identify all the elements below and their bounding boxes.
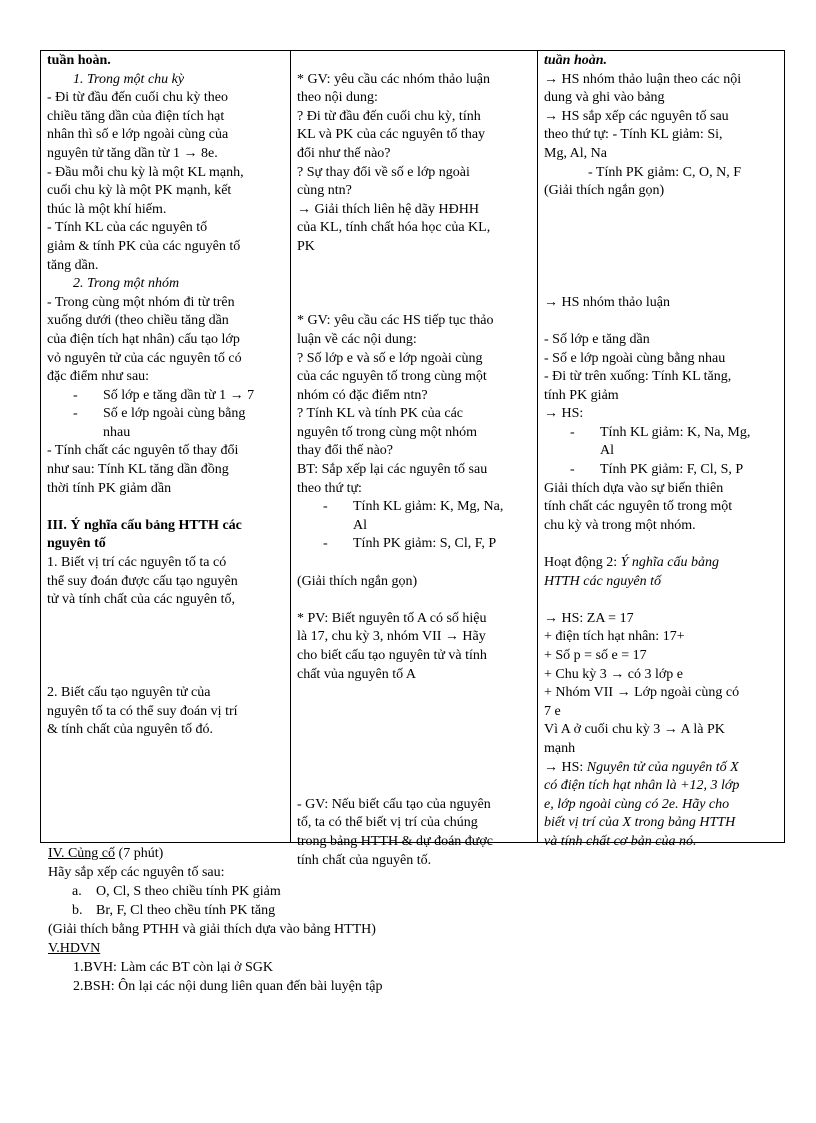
text-line: cùng ntn? [297, 183, 352, 199]
text-line: và tính chất cơ bản của nó. [544, 833, 697, 849]
text-line: nguyên tố ta có thể suy đoán vị trí [47, 703, 238, 719]
text-line: nguyên tố trong cùng một nhóm [297, 424, 478, 440]
student-column [538, 51, 786, 849]
text-line: là 17, chu kỳ 3, nhóm VII → Hãy [297, 629, 486, 645]
text-line: ? Tính KL và tính PK của các [297, 406, 464, 422]
text-line: của điện tích hạt nhân) cấu tạo lớp [47, 331, 240, 347]
section-heading [48, 844, 788, 863]
text-line: - Đi từ đầu đến cuối chu kỳ theo [47, 90, 228, 106]
text-line: nhóm có đặc điểm ntn? [297, 387, 428, 403]
text-line: mạnh [544, 740, 576, 756]
text-line: biết vị trí của X trong bảng HTTH [544, 815, 736, 831]
text-line: (Giải thích bằng PTHH và giải thích dựa vào bảng HTTH) [48, 922, 376, 937]
section-title: IV. Củng cố [48, 846, 116, 861]
text-line: của các nguyên tố trong cùng một [297, 369, 487, 385]
text-line: (Giải thích ngắn gọn) [544, 183, 665, 199]
activity-title: Ý nghĩa cấu bảng [620, 555, 719, 571]
text-line: ? Đi từ đầu đến cuối chu kỳ, tính [297, 108, 481, 124]
text-line: - Tính chất các nguyên tố thay đổi [47, 443, 239, 459]
text-line: tuần hoàn. [544, 53, 608, 68]
text-line: - Trong cùng một nhóm đi từ trên [47, 294, 235, 310]
text-line: tính chất các nguyên tố trong một [544, 499, 733, 515]
dash-bullet: - [570, 462, 575, 478]
text-line: → HS: ZA = 17 [544, 610, 634, 626]
text-line: 2. Biết cấu tạo nguyên tử của [47, 685, 211, 701]
list-item [48, 901, 788, 920]
text-line: Vì A ở cuối chu kỳ 3 → A là PK [544, 722, 725, 738]
text-line: nhân thì số e lớp ngoài cùng của [47, 127, 229, 143]
text-line: Giải thích dựa vào sự biến thiên [544, 480, 724, 496]
text-line: BT: Sắp xếp lại các nguyên tố sau [297, 462, 488, 478]
bullet-text: Tính KL giảm: K, Na, Mg, [600, 424, 751, 440]
text-line: của KL, tính chất hóa học của KL, [297, 220, 491, 236]
text-line: → Giải thích liên hệ dãy HĐHH [297, 201, 479, 217]
section-heading: III. Ý nghĩa cấu bảng HTTH các [47, 517, 242, 533]
bullet-line [544, 461, 780, 480]
text-line: → HS nhóm thảo luận [544, 294, 670, 310]
dash-bullet: - [73, 387, 78, 403]
text-line: cho biết cấu tạo nguyên tử và tính [297, 648, 487, 663]
text-line: tính chất của nguyên tố. [297, 852, 432, 868]
text-line: nguyên tử tăng dần từ 1 → 8e. [47, 145, 218, 161]
text-line: thời tính PK giảm dần [47, 480, 172, 496]
text-line: → HS: [544, 406, 584, 422]
text-line: chất vủa nguyên tố A [297, 666, 416, 682]
text-line: theo thứ tự: [297, 480, 362, 496]
list-item [48, 882, 788, 901]
question-text: Nguyên tử của nguyên tố X [586, 759, 739, 775]
teacher-column [291, 51, 537, 868]
text-line: Al [600, 443, 614, 459]
list-marker: a. [72, 884, 82, 899]
text-line: Mg, Al, Na [544, 145, 607, 161]
text-line: 1.BVH: Làm các BT còn lại ở SGK [73, 960, 273, 975]
text-line: thể suy đoán được cấu tạo nguyên [47, 573, 238, 589]
text-line: tăng dần. [47, 257, 99, 273]
text-line: thúc là một khí hiếm. [47, 201, 167, 217]
text-line: 2.BSH: Ôn lại các nội dung liên quan đến bài luyện tập [73, 979, 383, 994]
content-column [41, 51, 290, 842]
text-line: - Đi từ trên xuống: Tính KL tăng, [544, 369, 732, 385]
text-line: chu kỳ và trong một nhóm. [544, 517, 696, 533]
text-line: theo nội dung: [297, 90, 378, 106]
text-line: tố, ta có thể biết vị trí của chúng [297, 815, 478, 831]
text-line: tính PK giảm [544, 387, 619, 403]
text-line: Al [353, 517, 367, 533]
text-line: → HS nhóm thảo luận theo các nội [544, 71, 742, 87]
bullet-line [297, 498, 532, 517]
bullet-line [47, 405, 285, 424]
activity-label: Hoạt động 2: [544, 555, 621, 571]
text-line: KL và PK của các nguyên tố thay [297, 127, 486, 143]
bullet-text: Số lớp e tăng dần từ 1 → 7 [103, 387, 255, 403]
text-line: HTTH các nguyên tố [544, 573, 662, 589]
text-line: - Đầu mỗi chu kỳ là một KL mạnh, [47, 164, 244, 180]
bullet-line [297, 535, 532, 554]
text-line: + Nhóm VII → Lớp ngoài cùng có [544, 685, 740, 701]
text-line: * PV: Biết nguyên tố A có số hiệu [297, 610, 487, 626]
text-line: xuống dưới (theo chiều tăng dần [47, 313, 229, 329]
list-text: O, Cl, S theo chiều tính PK giảm [96, 884, 281, 899]
text-line: 7 e [544, 703, 561, 719]
text-line: giảm & tính PK của các nguyên tố [47, 238, 241, 254]
text-line: Hãy sắp xếp các nguyên tố sau: [48, 865, 225, 880]
list-marker: b. [72, 903, 83, 918]
subheading: 1. Trong một chu kỳ [73, 71, 185, 87]
text-line: ? Sự thay đổi về số e lớp ngoài [297, 164, 470, 180]
bullet-text: Số e lớp ngoài cùng bằng [103, 406, 246, 422]
text-line: trong bảng HTTH & dự đoán được [297, 833, 493, 849]
text-line: nhau [103, 424, 131, 440]
text-line: tuần hoàn. [47, 53, 111, 68]
text-line: như sau: Tính KL tăng dần đồng [47, 462, 229, 478]
text-line: cuối chu kỳ là một PK mạnh, kết [47, 183, 232, 199]
bullet-line [47, 387, 285, 406]
text-line [544, 759, 780, 778]
text-line: có điện tích hạt nhân là +12, 3 lớp [544, 778, 740, 794]
text-line: e, lớp ngoài cùng có 2e. Hãy cho [544, 796, 730, 812]
text-line: thay đổi thế nào? [297, 443, 394, 459]
text-line: đổi như thế nào? [297, 145, 391, 161]
student-label: → HS: [544, 759, 587, 775]
text-line: PK [297, 238, 315, 254]
text-line: luận về các nội dung: [297, 331, 417, 347]
text-line: - GV: Nếu biết cấu tạo của nguyên [297, 796, 491, 812]
text-line: (Giải thích ngắn gọn) [297, 573, 418, 589]
bullet-text: Tính KL giảm: K, Mg, Na, [353, 499, 504, 515]
text-line: + Số p = số e = 17 [544, 648, 647, 663]
text-line: tử và tính chất của các nguyên tố, [47, 592, 235, 608]
text-line: ? Số lớp e và số e lớp ngoài cùng [297, 350, 483, 366]
bullet-text: Tính PK giảm: S, Cl, F, P [353, 536, 497, 552]
section-title: V.HDVN [48, 941, 101, 956]
text-line: * GV: yêu cầu các HS tiếp tục thảo [297, 313, 494, 329]
text-line: + Chu kỳ 3 → có 3 lớp e [544, 666, 683, 682]
text-line: - Số lớp e tăng dần [544, 331, 650, 347]
text-line: đặc điểm như sau: [47, 369, 150, 385]
text-line: dung và ghi vào bảng [544, 90, 665, 106]
text-line: * GV: yêu cầu các nhóm thảo luận [297, 71, 490, 87]
text-line: chiều tăng dần của điện tích hạt [47, 108, 225, 124]
dash-bullet: - [570, 424, 575, 440]
subheading: 2. Trong một nhóm [73, 276, 180, 292]
dash-bullet: - [323, 536, 328, 552]
duration: (7 phút) [115, 846, 164, 861]
dash-bullet: - [73, 406, 78, 422]
section-heading: nguyên tố [47, 536, 106, 552]
bullet-line [544, 424, 780, 443]
dash-bullet: - [323, 499, 328, 515]
text-line: → HS sắp xếp các nguyên tố sau [544, 108, 729, 124]
text-line: theo thứ tự: - Tính KL giảm: Si, [544, 127, 723, 143]
bullet-text: Tính PK giảm: F, Cl, S, P [600, 462, 744, 478]
activity-heading [544, 554, 780, 573]
text-line: + điện tích hạt nhân: 17+ [544, 629, 685, 645]
text-line: - Số e lớp ngoài cùng bằng nhau [544, 350, 726, 366]
text-line: - Tính PK giảm: C, O, N, F [588, 164, 741, 180]
consolidation-section [48, 844, 788, 996]
text-line: vỏ nguyên tử của các nguyên tố có [47, 350, 242, 366]
text-line: - Tính KL của các nguyên tố [47, 220, 208, 236]
list-text: Br, F, Cl theo chều tính PK tăng [96, 903, 276, 918]
text-line: 1. Biết vị trí các nguyên tố ta có [47, 555, 227, 571]
text-line: & tính chất của nguyên tố đó. [47, 722, 214, 738]
